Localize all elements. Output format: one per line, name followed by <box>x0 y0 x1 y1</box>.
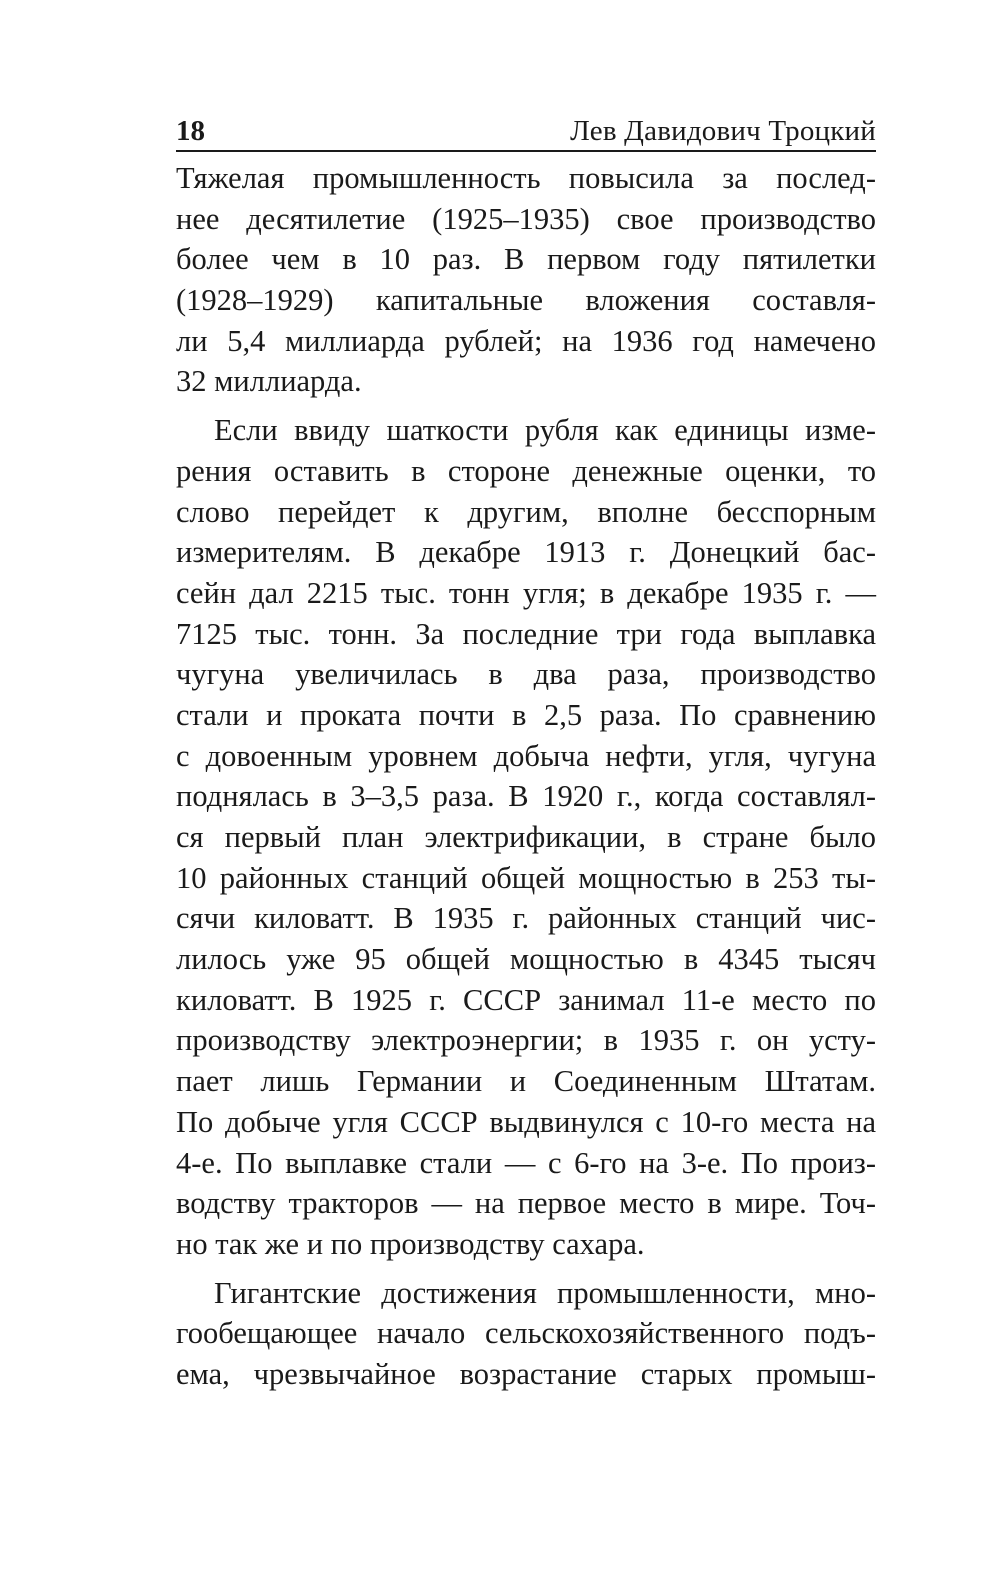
page-number: 18 <box>176 115 205 147</box>
book-page <box>176 112 876 1395</box>
running-head <box>176 112 876 152</box>
text-line: более чем в 10 раз. В первом году пятилетки <box>176 242 876 277</box>
paragraph-2 <box>176 410 876 1264</box>
paragraph-gap <box>176 402 876 410</box>
text-line: 4-е. По выплавке стали — с 6-го на 3-е. По произ- <box>176 1145 876 1180</box>
text-line: Тяжелая промышленность повысила за послед- <box>176 161 876 195</box>
text-line: 32 миллиарда. <box>176 364 362 399</box>
paragraph-3 <box>176 1273 876 1395</box>
text-line: поднялась в 3–3,5 раза. В 1920 г., когда составлял- <box>176 779 876 814</box>
text-line: гообещающее начало сельскохозяйственного подъ- <box>176 1316 876 1351</box>
text-line: 10 районных станций общей мощностью в 253 ты- <box>176 860 876 895</box>
text-line: (1928–1929) капитальные вложения составля- <box>176 283 876 318</box>
text-line: чугуна увеличилась в два раза, производство <box>176 657 876 692</box>
paragraph-gap <box>176 1265 876 1273</box>
text-line: 7125 тыс. тонн. За последние три года выплавка <box>176 616 876 651</box>
text-line: Гигантские достижения промышленности, мно- <box>214 1275 876 1310</box>
text-line: но так же и по производству сахара. <box>176 1226 645 1261</box>
text-line: стали и проката почти в 2,5 раза. По сравнению <box>176 697 876 732</box>
text-line: слово перейдет к другим, вполне бесспорным <box>176 494 876 529</box>
text-line: водству тракторов — на первое место в мире. Точ- <box>176 1186 876 1221</box>
book-author: Лев Давидович Троцкий <box>570 115 876 147</box>
text-line: нее десятилетие (1925–1935) свое производство <box>176 201 876 236</box>
paragraph-1 <box>176 158 876 402</box>
body-text <box>176 158 876 1395</box>
text-line: с довоенным уровнем добыча нефти, угля, чугуна <box>176 738 876 773</box>
text-line: сячи киловатт. В 1935 г. районных станций чис- <box>176 901 876 936</box>
text-line: лилось уже 95 общей мощностью в 4345 тысяч <box>176 942 876 977</box>
text-line: киловатт. В 1925 г. СССР занимал 11-е место по <box>176 982 876 1017</box>
text-line: измерителям. В декабре 1913 г. Донецкий бас- <box>176 535 876 570</box>
text-line: пает лишь Германии и Соединенным Штатам. <box>176 1064 876 1099</box>
text-line: ли 5,4 миллиарда рублей; на 1936 год намечено <box>176 323 876 358</box>
text-line: ема, чрезвычайное возрастание старых промыш- <box>176 1356 876 1391</box>
text-line: рения оставить в стороне денежные оценки, то <box>176 453 876 488</box>
text-line: Если ввиду шаткости рубля как единицы изме- <box>214 413 876 448</box>
text-line: производству электроэнергии; в 1935 г. он усту- <box>176 1023 876 1058</box>
text-line: сейн дал 2215 тыс. тонн угля; в декабре 1935 г. — <box>176 575 876 610</box>
text-line: ся первый план электрификации, в стране было <box>176 820 876 854</box>
text-line: По добыче угля СССР выдвинулся с 10-го места на <box>176 1104 876 1139</box>
